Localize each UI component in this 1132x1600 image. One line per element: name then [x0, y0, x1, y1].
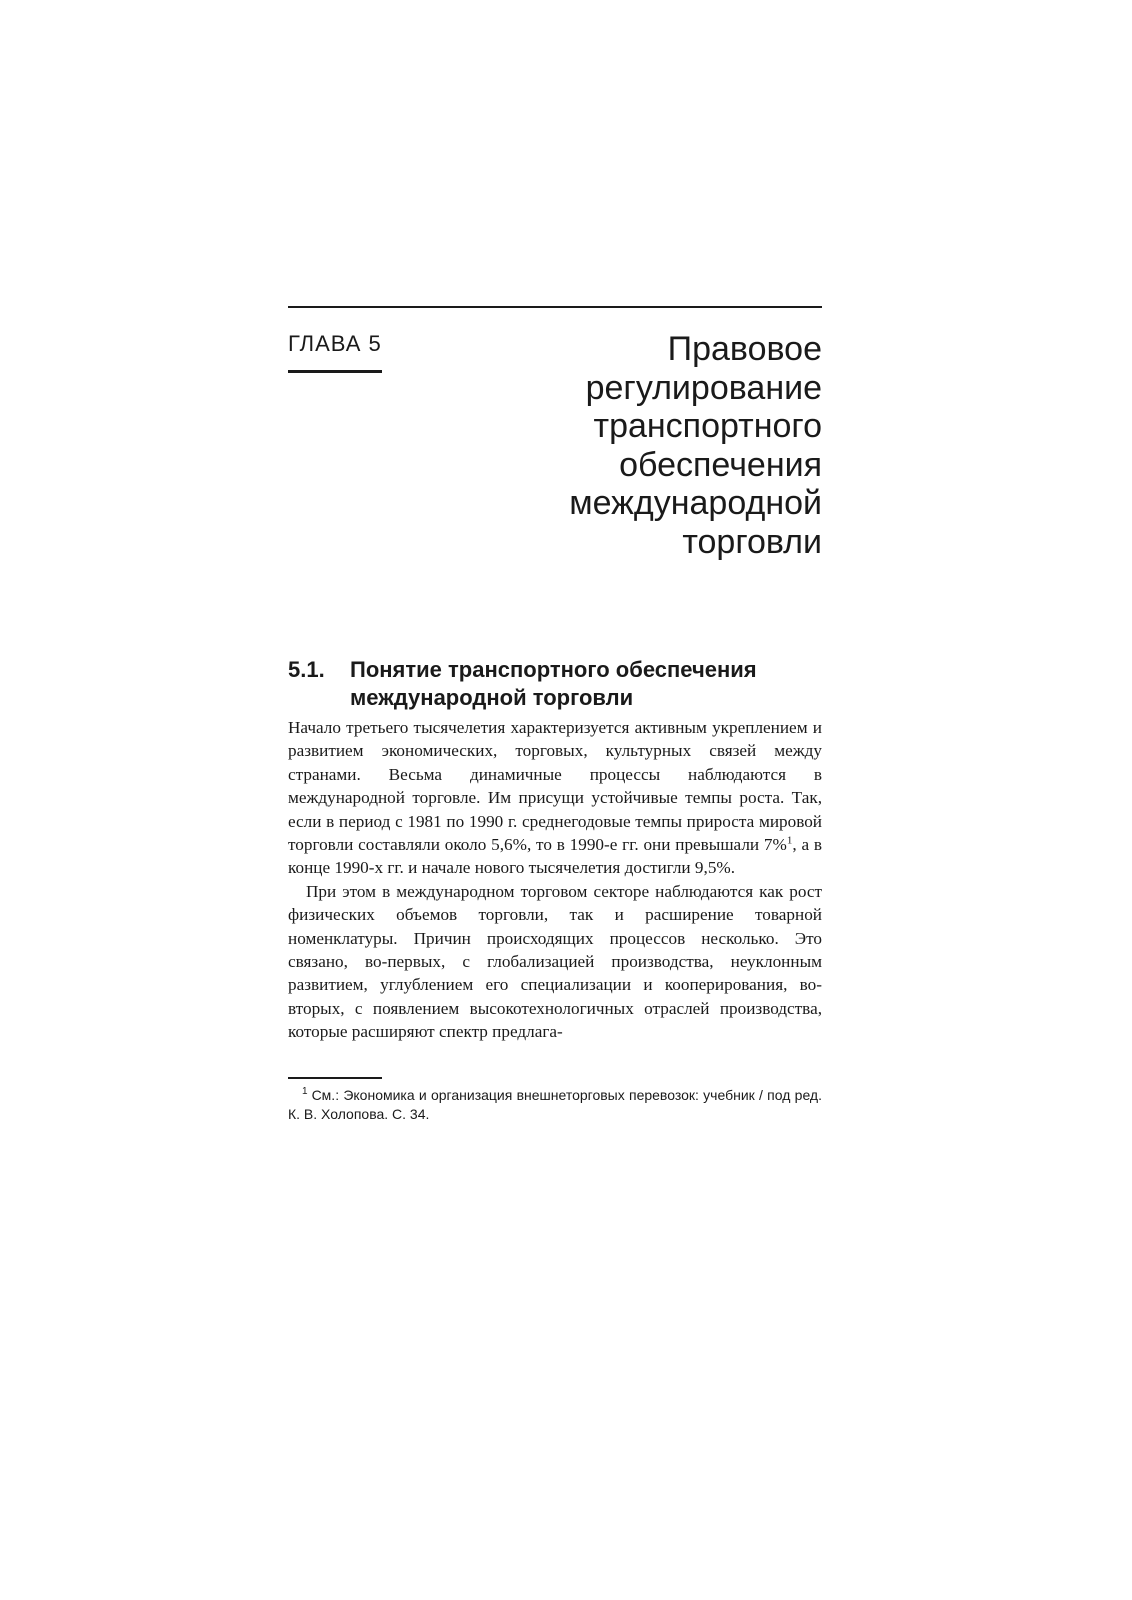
body-text: [288, 716, 822, 1044]
footnote-text: См.: Экономика и организация внешнеторговых перевозок: учебник / под ред. К. В. Холопова. С. 34.: [288, 1087, 822, 1122]
paragraph: [288, 716, 822, 880]
chapter-title-line: международной: [569, 484, 822, 522]
chapter-title-line: обеспечения: [619, 445, 822, 484]
section-heading: [288, 656, 822, 712]
chapter-top-rule: [288, 306, 822, 308]
chapter-label: ГЛАВА 5: [288, 331, 382, 356]
section-number: 5.1.: [288, 657, 325, 682]
footnote-reference: 1: [786, 834, 793, 847]
chapter-title-line: транспортного: [593, 407, 822, 445]
section-title-line: Понятие транспортного обеспечения: [350, 657, 757, 682]
section-title-line: международной торговли: [350, 685, 634, 710]
paragraph: При этом в международном торговом секторе наблюдаются как рост физических объемов торговли, так и расширение товарной номенклатуры. Причин происходящих процессов несколько. Это связано, во-первых, с глобализацией производства, неуклонным развитием, углублением его специализации и кооперирования, во-вторых, с появлением высокотехнологичных отраслей производства, которые расширяют спектр предлага-: [288, 881, 822, 1042]
chapter-title: [482, 330, 822, 561]
footnote-rule: [288, 1077, 382, 1079]
chapter-label-underline: [288, 370, 382, 373]
chapter-title-line: регулирование: [585, 368, 822, 407]
paragraph-text: Начало третьего тысячелетия характеризуется активным укреплением и развитием экономических, торговых, культурных связей между странами. Весьма динамичные процессы наблюдаются в международной торговле. Им присущи устойчивые темпы роста. Так, если в период с 1981 по 1990 г. среднегодовые темпы прироста мировой торговли составляли около 5,6%, то в 1990-е гг. они превышали 7%: [288, 718, 822, 855]
footnote-mark: 1: [302, 1086, 308, 1098]
footnote: [288, 1086, 822, 1124]
paragraph-text: , а в конце 1990-х гг. и начале нового тысячелетия достигли 9,5%.: [288, 835, 822, 878]
chapter-title-line: торговли: [682, 522, 822, 561]
chapter-title-line: Правовое: [667, 330, 822, 368]
